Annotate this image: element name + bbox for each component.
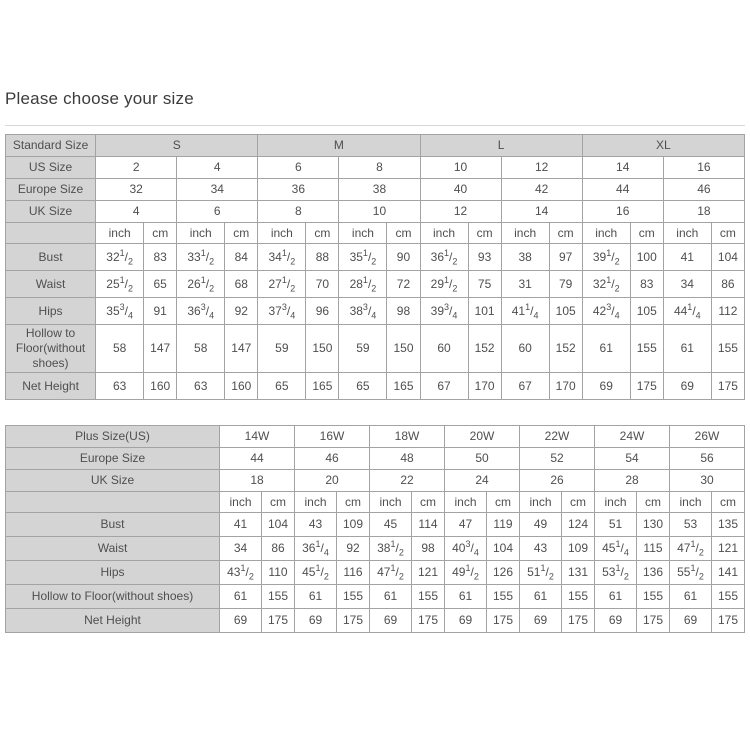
measure-value-cell: $32^1/_2$ <box>96 244 144 271</box>
size-value-cell: 10 <box>339 201 420 223</box>
row-label-cell: Plus Size(US) <box>6 426 220 448</box>
measure-value-cell: 47 <box>445 513 487 537</box>
unit-cell: inch <box>663 223 711 244</box>
measure-value-cell: 152 <box>549 325 582 373</box>
measure-value-cell: 155 <box>262 585 295 609</box>
measure-value-cell: 97 <box>549 244 582 271</box>
measure-value-cell: 150 <box>306 325 339 373</box>
measure-value-cell: 175 <box>711 373 744 400</box>
measure-value-cell: 69 <box>663 373 711 400</box>
measure-value-cell: 65 <box>144 271 177 298</box>
measure-value-cell: $32^1/_2$ <box>582 271 630 298</box>
measure-value-cell: 51 <box>595 513 637 537</box>
measure-value-cell: $35^3/_4$ <box>96 298 144 325</box>
measure-value-cell: 84 <box>225 244 258 271</box>
size-value-cell: 2 <box>96 157 177 179</box>
size-value-cell: 4 <box>177 157 258 179</box>
title-divider <box>5 125 745 126</box>
size-value-cell: 26W <box>670 426 745 448</box>
measure-value-cell: 109 <box>337 513 370 537</box>
measure-value-cell: 75 <box>468 271 501 298</box>
measure-value-cell: 175 <box>712 609 745 633</box>
table-row <box>6 426 745 448</box>
measure-value-cell: $35^1/_2$ <box>339 244 387 271</box>
measure-value-cell: 68 <box>225 271 258 298</box>
measure-value-cell: $47^1/_2$ <box>670 537 712 561</box>
measure-value-cell: 155 <box>712 585 745 609</box>
unit-cell: cm <box>549 223 582 244</box>
measure-value-cell: 155 <box>711 325 744 373</box>
unit-cell: cm <box>387 223 420 244</box>
size-value-cell: 16 <box>663 157 744 179</box>
measure-value-cell: 165 <box>387 373 420 400</box>
measure-value-cell: 61 <box>445 585 487 609</box>
size-value-cell: 44 <box>582 179 663 201</box>
size-value-cell: 54 <box>595 448 670 470</box>
table-row <box>6 325 745 373</box>
size-value-cell: 48 <box>370 448 445 470</box>
unit-cell: inch <box>582 223 630 244</box>
measure-value-cell: 104 <box>262 513 295 537</box>
measure-value-cell: 60 <box>501 325 549 373</box>
unit-cell: cm <box>630 223 663 244</box>
measure-value-cell: 67 <box>501 373 549 400</box>
measure-value-cell: 60 <box>420 325 468 373</box>
measure-value-cell: 69 <box>445 609 487 633</box>
row-label-cell: Waist <box>6 537 220 561</box>
measure-value-cell: 109 <box>562 537 595 561</box>
size-value-cell: 30 <box>670 470 745 492</box>
measure-value-cell: $41^1/_4$ <box>501 298 549 325</box>
size-value-cell: 20W <box>445 426 520 448</box>
measure-value-cell: 175 <box>487 609 520 633</box>
unit-cell: inch <box>370 492 412 513</box>
measure-value-cell: 69 <box>295 609 337 633</box>
measure-value-cell: 155 <box>487 585 520 609</box>
unit-cell: cm <box>711 223 744 244</box>
size-value-cell: 16 <box>582 201 663 223</box>
measure-value-cell: 155 <box>337 585 370 609</box>
size-group-cell: XL <box>582 135 744 157</box>
size-value-cell: 24W <box>595 426 670 448</box>
measure-value-cell: 61 <box>582 325 630 373</box>
measure-value-cell: 147 <box>225 325 258 373</box>
row-label-cell: US Size <box>6 157 96 179</box>
size-value-cell: 26 <box>520 470 595 492</box>
measure-value-cell: 92 <box>225 298 258 325</box>
measure-value-cell: 135 <box>712 513 745 537</box>
unit-cell: cm <box>712 492 745 513</box>
measure-value-cell: 69 <box>595 609 637 633</box>
size-value-cell: 14 <box>582 157 663 179</box>
measure-value-cell: $40^3/_4$ <box>445 537 487 561</box>
size-value-cell: 18 <box>663 201 744 223</box>
size-value-cell: 18W <box>370 426 445 448</box>
measure-value-cell: 91 <box>144 298 177 325</box>
measure-value-cell: 63 <box>177 373 225 400</box>
measure-value-cell: 41 <box>663 244 711 271</box>
measure-value-cell: 165 <box>306 373 339 400</box>
measure-value-cell: 83 <box>144 244 177 271</box>
unit-cell: cm <box>337 492 370 513</box>
row-label-cell: Net Height <box>6 373 96 400</box>
measure-value-cell: $25^1/_2$ <box>96 271 144 298</box>
unit-cell: inch <box>220 492 262 513</box>
row-label-cell: Waist <box>6 271 96 298</box>
measure-value-cell: 115 <box>637 537 670 561</box>
measure-value-cell: 59 <box>258 325 306 373</box>
measure-value-cell: $37^3/_4$ <box>258 298 306 325</box>
table-row <box>6 585 745 609</box>
size-value-cell: 22W <box>520 426 595 448</box>
size-value-cell: 12 <box>501 157 582 179</box>
table-row <box>6 470 745 492</box>
measure-value-cell: 155 <box>630 325 663 373</box>
table-row <box>6 201 745 223</box>
measure-value-cell: 131 <box>562 561 595 585</box>
measure-value-cell: 61 <box>595 585 637 609</box>
row-label-cell: Hips <box>6 298 96 325</box>
measure-value-cell: 34 <box>220 537 262 561</box>
unit-cell: cm <box>468 223 501 244</box>
row-label-cell: Hollow to Floor(without shoes) <box>6 325 96 373</box>
measure-value-cell: $49^1/_2$ <box>445 561 487 585</box>
measure-value-cell: 43 <box>295 513 337 537</box>
measure-value-cell: 136 <box>637 561 670 585</box>
size-value-cell: 24 <box>445 470 520 492</box>
measure-value-cell: 155 <box>637 585 670 609</box>
measure-value-cell: 92 <box>337 537 370 561</box>
table-row <box>6 609 745 633</box>
unit-cell: cm <box>225 223 258 244</box>
measure-value-cell: 69 <box>670 609 712 633</box>
measure-value-cell: 170 <box>468 373 501 400</box>
measure-value-cell: 69 <box>582 373 630 400</box>
measure-value-cell: $51^1/_2$ <box>520 561 562 585</box>
measure-value-cell: 90 <box>387 244 420 271</box>
measure-value-cell: $45^1/_2$ <box>295 561 337 585</box>
measure-value-cell: $45^1/_4$ <box>595 537 637 561</box>
measure-value-cell: 69 <box>220 609 262 633</box>
measure-value-cell: 86 <box>262 537 295 561</box>
table-row <box>6 179 745 201</box>
size-value-cell: 50 <box>445 448 520 470</box>
measure-value-cell: 31 <box>501 271 549 298</box>
measure-value-cell: $47^1/_2$ <box>370 561 412 585</box>
size-value-cell: 8 <box>339 157 420 179</box>
table-row <box>6 298 745 325</box>
unit-cell: cm <box>306 223 339 244</box>
row-label-cell: UK Size <box>6 470 220 492</box>
measure-value-cell: 53 <box>670 513 712 537</box>
unit-cell: cm <box>637 492 670 513</box>
measure-value-cell: 121 <box>412 561 445 585</box>
measure-value-cell: $27^1/_2$ <box>258 271 306 298</box>
measure-value-cell: 170 <box>549 373 582 400</box>
measure-value-cell: 69 <box>370 609 412 633</box>
plus-size-table <box>5 425 745 633</box>
measure-value-cell: $43^1/_2$ <box>220 561 262 585</box>
size-value-cell: 52 <box>520 448 595 470</box>
measure-value-cell: $28^1/_2$ <box>339 271 387 298</box>
measure-value-cell: 38 <box>501 244 549 271</box>
measure-value-cell: 49 <box>520 513 562 537</box>
measure-value-cell: $38^1/_2$ <box>370 537 412 561</box>
measure-value-cell: 141 <box>712 561 745 585</box>
size-value-cell: 4 <box>96 201 177 223</box>
size-value-cell: 36 <box>258 179 339 201</box>
size-value-cell: 42 <box>501 179 582 201</box>
unit-cell: inch <box>96 223 144 244</box>
measure-value-cell: $36^3/_4$ <box>177 298 225 325</box>
measure-value-cell: 41 <box>220 513 262 537</box>
table-row <box>6 537 745 561</box>
measure-value-cell: 101 <box>468 298 501 325</box>
size-value-cell: 56 <box>670 448 745 470</box>
measure-value-cell: 160 <box>144 373 177 400</box>
measure-value-cell: 175 <box>637 609 670 633</box>
unit-corner-cell <box>6 492 220 513</box>
measure-value-cell: 155 <box>412 585 445 609</box>
measure-value-cell: 86 <box>711 271 744 298</box>
measure-value-cell: $29^1/_2$ <box>420 271 468 298</box>
unit-cell: cm <box>262 492 295 513</box>
measure-value-cell: 175 <box>630 373 663 400</box>
table-row <box>6 561 745 585</box>
measure-value-cell: $36^1/_2$ <box>420 244 468 271</box>
size-group-cell: L <box>420 135 582 157</box>
unit-cell: inch <box>339 223 387 244</box>
table-row <box>6 513 745 537</box>
unit-cell: cm <box>144 223 177 244</box>
measure-value-cell: $33^1/_2$ <box>177 244 225 271</box>
measure-value-cell: $39^1/_2$ <box>582 244 630 271</box>
page-title: Please choose your size <box>5 89 194 108</box>
unit-cell: inch <box>177 223 225 244</box>
row-label-cell: Europe Size <box>6 179 96 201</box>
measure-value-cell: 61 <box>663 325 711 373</box>
measure-value-cell: 67 <box>420 373 468 400</box>
size-value-cell: 40 <box>420 179 501 201</box>
measure-value-cell: 61 <box>295 585 337 609</box>
measure-value-cell: $55^1/_2$ <box>670 561 712 585</box>
measure-value-cell: 124 <box>562 513 595 537</box>
measure-value-cell: 59 <box>339 325 387 373</box>
measure-value-cell: 88 <box>306 244 339 271</box>
corner-cell: Standard Size <box>6 135 96 157</box>
unit-cell: inch <box>295 492 337 513</box>
unit-cell: inch <box>445 492 487 513</box>
table-row <box>6 135 745 157</box>
table-row <box>6 448 745 470</box>
measure-value-cell: $36^1/_4$ <box>295 537 337 561</box>
measure-value-cell: 61 <box>220 585 262 609</box>
measure-value-cell: 152 <box>468 325 501 373</box>
measure-value-cell: 105 <box>549 298 582 325</box>
measure-value-cell: 96 <box>306 298 339 325</box>
size-value-cell: 6 <box>177 201 258 223</box>
row-label-cell: UK Size <box>6 201 96 223</box>
measure-value-cell: 160 <box>225 373 258 400</box>
measure-value-cell: $26^1/_2$ <box>177 271 225 298</box>
measure-value-cell: 130 <box>637 513 670 537</box>
size-value-cell: 46 <box>295 448 370 470</box>
row-label-cell: Bust <box>6 244 96 271</box>
measure-value-cell: 93 <box>468 244 501 271</box>
measure-value-cell: 83 <box>630 271 663 298</box>
unit-cell: inch <box>258 223 306 244</box>
measure-value-cell: $42^3/_4$ <box>582 298 630 325</box>
measure-value-cell: 61 <box>670 585 712 609</box>
measure-value-cell: 69 <box>520 609 562 633</box>
measure-value-cell: 61 <box>370 585 412 609</box>
measure-value-cell: 58 <box>177 325 225 373</box>
table-row <box>6 244 745 271</box>
measure-value-cell: 98 <box>412 537 445 561</box>
measure-value-cell: 175 <box>337 609 370 633</box>
size-value-cell: 34 <box>177 179 258 201</box>
measure-value-cell: 100 <box>630 244 663 271</box>
row-label-cell: Europe Size <box>6 448 220 470</box>
measure-value-cell: $34^1/_2$ <box>258 244 306 271</box>
unit-cell: inch <box>501 223 549 244</box>
measure-value-cell: 65 <box>339 373 387 400</box>
measure-value-cell: 121 <box>712 537 745 561</box>
size-value-cell: 14W <box>220 426 295 448</box>
row-label-cell: Net Height <box>6 609 220 633</box>
measure-value-cell: 65 <box>258 373 306 400</box>
unit-cell: inch <box>670 492 712 513</box>
standard-size-table <box>5 134 745 400</box>
size-value-cell: 6 <box>258 157 339 179</box>
measure-value-cell: 104 <box>487 537 520 561</box>
measure-value-cell: 72 <box>387 271 420 298</box>
measure-value-cell: 175 <box>412 609 445 633</box>
table-row <box>6 223 745 244</box>
measure-value-cell: 58 <box>96 325 144 373</box>
measure-value-cell: 43 <box>520 537 562 561</box>
size-value-cell: 28 <box>595 470 670 492</box>
unit-cell: cm <box>412 492 445 513</box>
size-value-cell: 32 <box>96 179 177 201</box>
unit-cell: cm <box>487 492 520 513</box>
measure-value-cell: 70 <box>306 271 339 298</box>
measure-value-cell: $44^1/_4$ <box>663 298 711 325</box>
measure-value-cell: 126 <box>487 561 520 585</box>
measure-value-cell: 34 <box>663 271 711 298</box>
table-row <box>6 157 745 179</box>
measure-value-cell: 105 <box>630 298 663 325</box>
size-value-cell: 18 <box>220 470 295 492</box>
measure-value-cell: 61 <box>520 585 562 609</box>
measure-value-cell: 110 <box>262 561 295 585</box>
size-value-cell: 20 <box>295 470 370 492</box>
measure-value-cell: 45 <box>370 513 412 537</box>
measure-value-cell: $53^1/_2$ <box>595 561 637 585</box>
measure-value-cell: 155 <box>562 585 595 609</box>
measure-value-cell: 175 <box>562 609 595 633</box>
row-label-cell: Hips <box>6 561 220 585</box>
measure-value-cell: 104 <box>711 244 744 271</box>
unit-cell: inch <box>420 223 468 244</box>
size-value-cell: 10 <box>420 157 501 179</box>
measure-value-cell: $39^3/_4$ <box>420 298 468 325</box>
table-row <box>6 492 745 513</box>
size-value-cell: 12 <box>420 201 501 223</box>
size-value-cell: 44 <box>220 448 295 470</box>
unit-cell: inch <box>595 492 637 513</box>
size-group-cell: M <box>258 135 420 157</box>
measure-value-cell: 116 <box>337 561 370 585</box>
measure-value-cell: $38^3/_4$ <box>339 298 387 325</box>
size-value-cell: 8 <box>258 201 339 223</box>
measure-value-cell: 114 <box>412 513 445 537</box>
unit-cell: cm <box>562 492 595 513</box>
measure-value-cell: 150 <box>387 325 420 373</box>
measure-value-cell: 63 <box>96 373 144 400</box>
measure-value-cell: 147 <box>144 325 177 373</box>
size-value-cell: 16W <box>295 426 370 448</box>
unit-cell: inch <box>520 492 562 513</box>
table-row <box>6 271 745 298</box>
measure-value-cell: 175 <box>262 609 295 633</box>
row-label-cell: Hollow to Floor(without shoes) <box>6 585 220 609</box>
size-value-cell: 14 <box>501 201 582 223</box>
table-row <box>6 373 745 400</box>
measure-value-cell: 79 <box>549 271 582 298</box>
size-value-cell: 46 <box>663 179 744 201</box>
unit-corner-cell <box>6 223 96 244</box>
size-value-cell: 38 <box>339 179 420 201</box>
measure-value-cell: 98 <box>387 298 420 325</box>
measure-value-cell: 119 <box>487 513 520 537</box>
size-group-cell: S <box>96 135 258 157</box>
row-label-cell: Bust <box>6 513 220 537</box>
measure-value-cell: 112 <box>711 298 744 325</box>
size-value-cell: 22 <box>370 470 445 492</box>
